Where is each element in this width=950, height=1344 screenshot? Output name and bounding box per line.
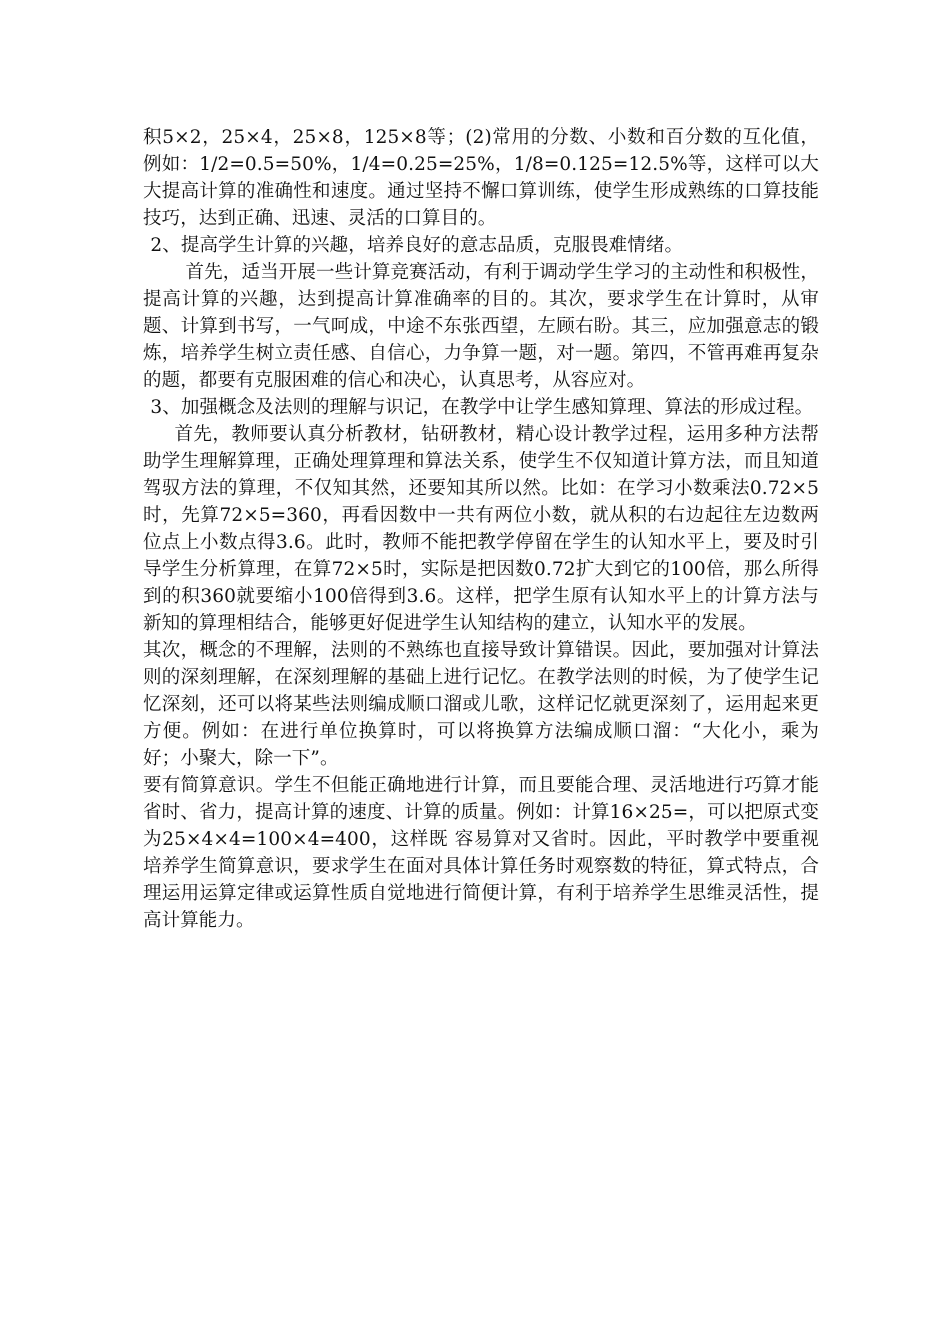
document-body [143, 124, 819, 934]
paragraph-interest: 首先，适当开展一些计算竞赛活动，有利于调动学生学习的主动性和积极性，提高计算的兴趣，达到提高计算准确率的目的。其次，要求学生在计算时，从审题、计算到书写，一气呵成，中途不东张西望，左顾右盼。其三，应加强意志的锻炼，培养学生树立责任感、自信心，力争算一题，对一题。第四，不管再难再复杂的题，都要有克服困难的信心和决心，认真思考，从容应对。 [143, 262, 819, 391]
paragraph-teaching-materials: 首先，教师要认真分析教材，钻研教材，精心设计教学过程，运用多种方法帮助学生理解算理，正确处理算理和算法关系，使学生不仅知道计算方法，而且知道驾驭方法的算理，不仅知其然，还要知其所以然。比如：在学习小数乘法0.72×5时，先算72×5=360，再看因数中一共有两位小数，就从积的右边起往左边数两位点上小数点得3.6。此时，教师不能把教学停留在学生的认知水平上，要及时引导学生分析算理，在算72×5时，实际是把因数0.72扩大到它的100倍，那么所得到的积360就要缩小100倍得到3.6。这样，把学生原有认知水平上的计算方法与新知的算理相结合，能够更好促进学生认知结构的建立，认知水平的发展。 [143, 424, 819, 634]
paragraph-concepts-rules: 其次，概念的不理解，法则的不熟练也直接导致计算错误。因此，要加强对计算法则的深刻理解，在深刻理解的基础上进行记忆。在教学法则的时候，为了使学生记忆深刻，还可以将某些法则编成顺口溜或儿歌，这样记忆就更深刻了，运用起来更方便。例如：在进行单位换算时，可以将换算方法编成顺口溜：“大化小，乘为好；小聚大，除一下”。 [143, 640, 819, 769]
paragraph-oral-calculation: 积5×2，25×4，25×8，125×8等；(2)常用的分数、小数和百分数的互化值，例如：1/2=0.5=50%，1/4=0.25=25%，1/8=0.125=12.5%等，这样可以大大提高计算的准确性和速度。通过坚持不懈口算训练，使学生形成熟练的口算技能技巧，达到正确、迅速、灵活的口算目的。 [143, 127, 819, 229]
heading-section-2: 2、提高学生计算的兴趣，培养良好的意志品质，克服畏难情绪。 [150, 235, 684, 256]
heading-section-3: 3、加强概念及法则的理解与识记，在教学中让学生感知算理、算法的形成过程。 [150, 397, 814, 418]
paragraph-simplified-calculation: 要有简算意识。学生不但能正确地进行计算，而且要能合理、灵活地进行巧算才能省时、省力，提高计算的速度、计算的质量。例如：计算16×25=，可以把原式变为25×4×4=100×4=400，这样既 容易算对又省时。因此，平时教学中要重视培养学生简算意识，要求学生在面对具体计算任务时观察数的特征，算式特点，合理运用运算定律或运算性质自觉地进行简便计算，有利于培养学生思维灵活性，提高计算能力。 [143, 775, 819, 931]
